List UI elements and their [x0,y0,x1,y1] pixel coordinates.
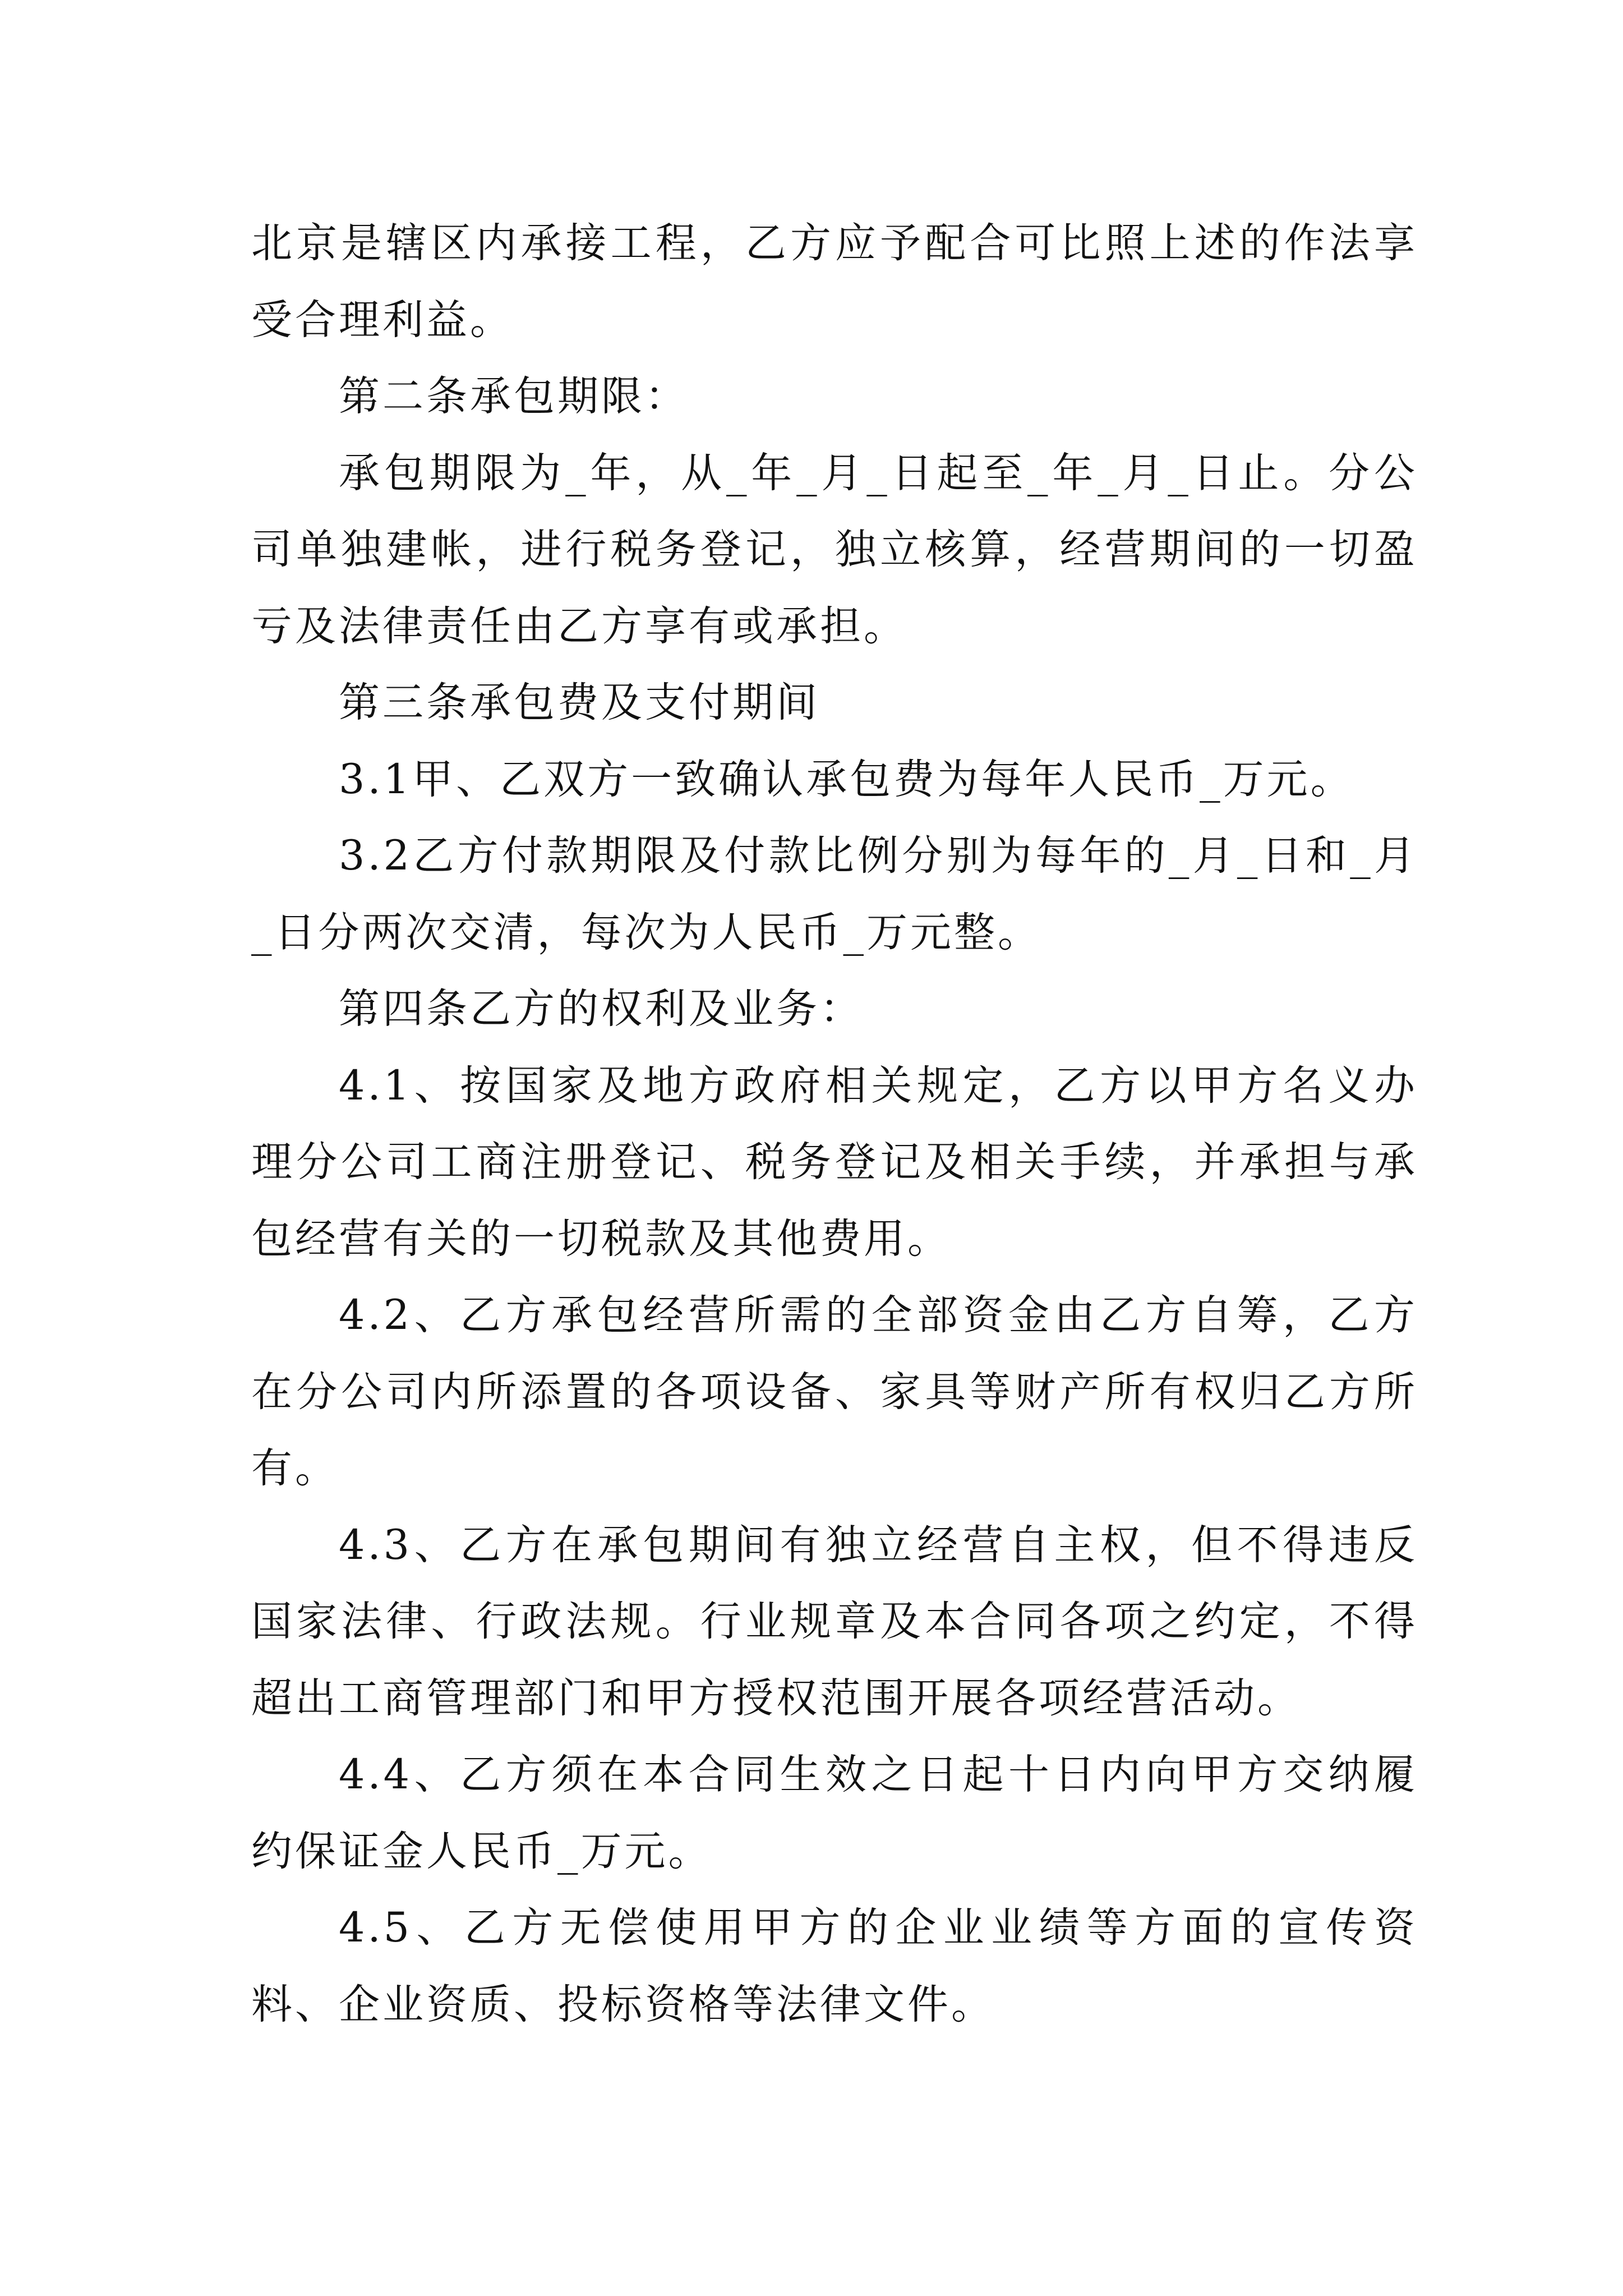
clause-4-2: 4.2、乙方承包经营所需的全部资金由乙方自筹，乙方在分公司内所添置的各项设备、家具等财产所有权归乙方所有。 [251,1291,1418,1492]
clause-3-2: 3.2乙方付款期限及付款比例分别为每年的_月_日和_月_日分两次交清，每次为人民币_万元整。 [251,832,1418,956]
clause-3-1: 3.1甲、乙双方一致确认承包费为每年人民币_万元。 [339,755,1354,803]
section-heading-term: 第二条承包期限： [339,372,689,420]
clause-4-4: 4.4、乙方须在本合同生效之日起十日内向甲方交纳履约保证金人民币_万元。 [251,1751,1418,1875]
section-heading-fee: 第三条承包费及支付期间 [339,679,820,726]
clause-4-1: 4.1、按国家及地方政府相关规定，乙方以甲方名义办理分公司工商注册登记、税务登记及相关手续，并承担与承包经营有关的一切税款及其他费用。 [251,1061,1418,1263]
clause-4-3: 4.3、乙方在承包期间有独立经营自主权，但不得违反国家法律、行政法规。行业规章及本合同各项之约定，不得超出工商管理部门和甲方授权范围开展各项经营活动。 [251,1521,1418,1722]
paragraph-continuation: 北京是辖区内承接工程，乙方应予配合可比照上述的作法享受合理利益。 [251,219,1418,344]
section-heading-rights: 第四条乙方的权利及业务： [339,985,864,1033]
clause-4-5: 4.5、乙方无偿使用甲方的企业业绩等方面的宣传资料、企业资质、投标资格等法律文件。 [251,1904,1418,2028]
document-page [251,205,1418,2043]
paragraph-term-period: 承包期限为_年，从_年_月_日起至_年_月_日止。分公司单独建帐，进行税务登记，独立核算，经营期间的一切盈亏及法律责任由乙方享有或承担。 [251,449,1418,650]
